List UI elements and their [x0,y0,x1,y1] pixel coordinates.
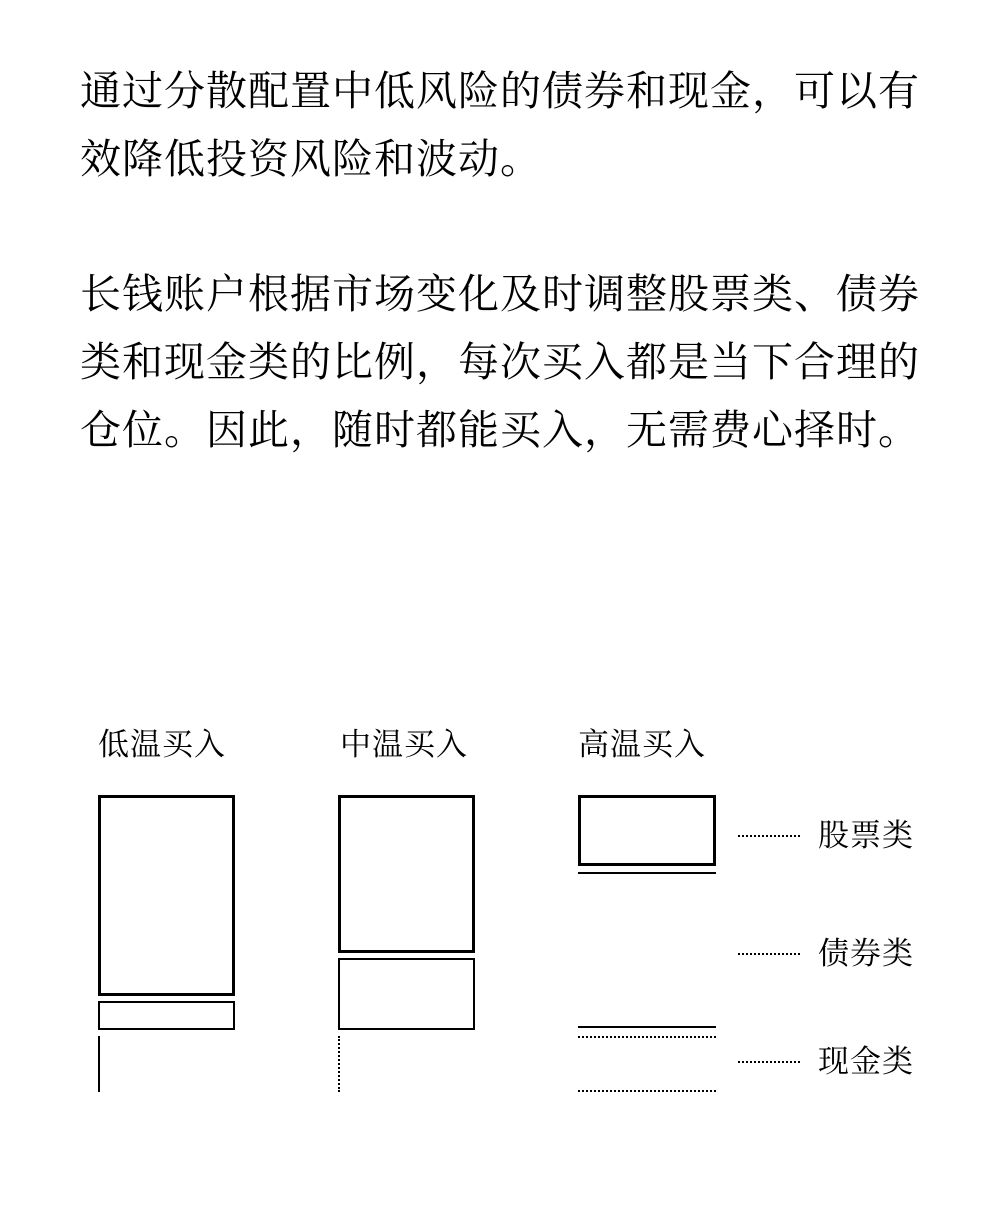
low-bond-block [98,1001,235,1030]
legend-stock-label: 股票类 [818,818,914,854]
legend-cash [738,1039,914,1085]
paragraph-diversification: 通过分散配置中低风险的债券和现金，可以有效降低投资风险和波动。 [80,67,920,183]
legend-bond [738,931,914,977]
mid-bond-block [338,958,475,1030]
low-stock-block [98,795,235,996]
high-stock-block [578,795,716,866]
legend-stock-dotted-line [738,835,800,837]
high-bond-block [578,872,716,1028]
column-title-high: 高温买入 [578,727,706,763]
mid-cash-block [338,1036,475,1092]
legend-stock [738,813,914,859]
mid-stock-block [338,795,475,953]
column-title-mid: 中温买入 [340,727,468,763]
legend-cash-dotted-line [738,1061,800,1063]
paragraph-allocation: 长钱账户根据市场变化及时调整股票类、债券类和现金类的比例，每次买入都是当下合理的仓位。因此，随时都能买入，无需费心择时。 [80,270,920,454]
legend-cash-label: 现金类 [818,1044,914,1080]
high-cash-block [578,1036,716,1092]
legend-bond-dotted-line [738,953,800,955]
legend-bond-label: 债券类 [818,936,914,972]
low-cash-block [98,1036,235,1092]
column-title-low: 低温买入 [98,727,226,763]
